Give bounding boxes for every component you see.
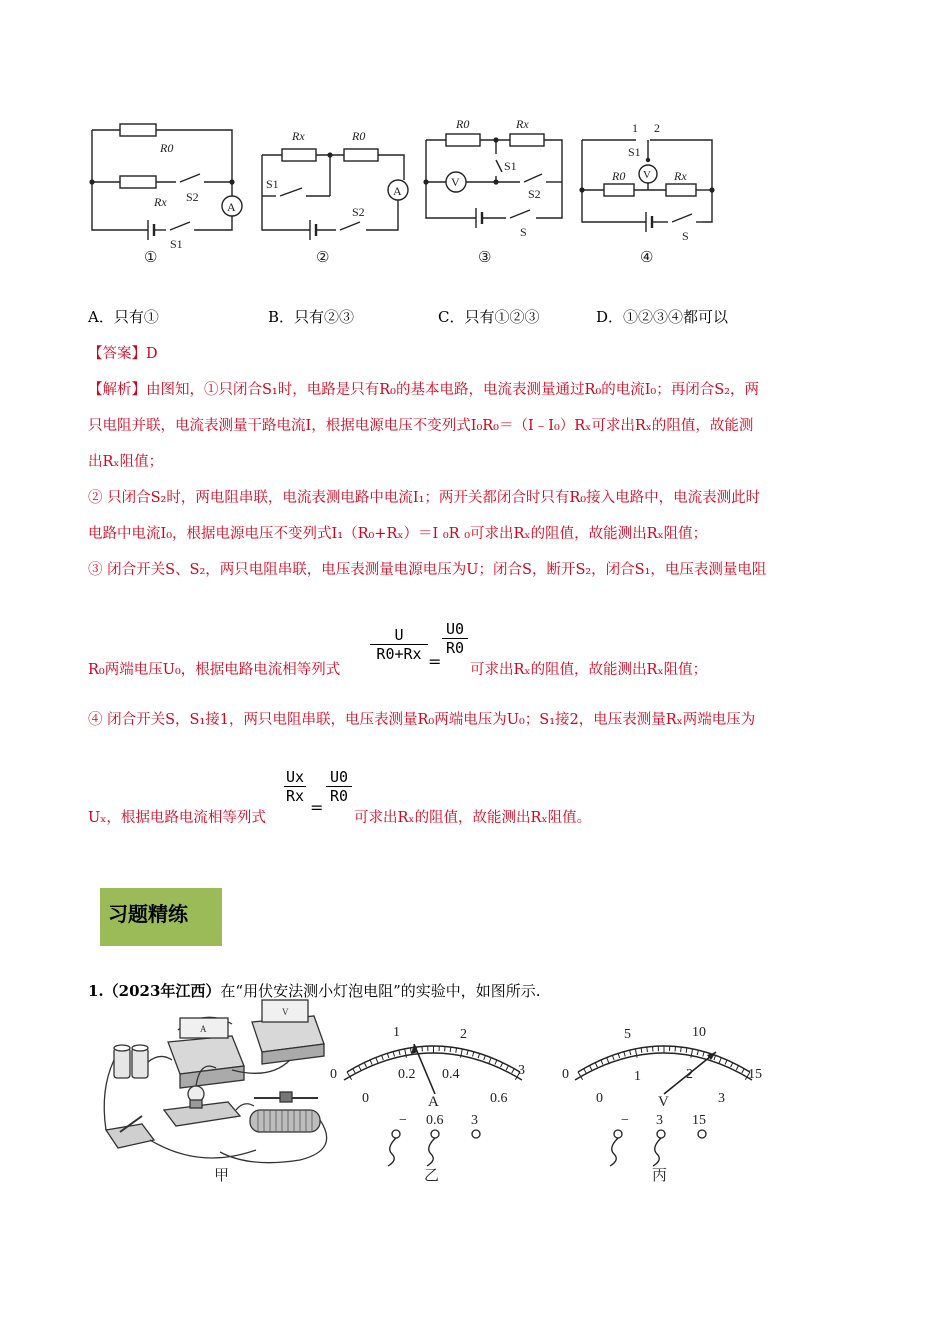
question-1 bbox=[88, 980, 541, 1001]
voltmeter-top-scale-15: 15 bbox=[748, 1067, 762, 1082]
c1-number: ① bbox=[144, 250, 158, 266]
ammeter-top-scale-2: 2 bbox=[460, 1027, 467, 1042]
voltmeter-terminal-3: 3 bbox=[656, 1113, 663, 1128]
c1-r0-label: R0 bbox=[160, 141, 174, 155]
formula-2-right-fraction bbox=[326, 768, 352, 805]
formula-1-denominator-2: R0 bbox=[445, 639, 465, 657]
voltmeter-top-scale-10: 10 bbox=[692, 1025, 706, 1040]
ammeter-terminal-3: 3 bbox=[471, 1113, 478, 1128]
c4-s-label: S bbox=[682, 229, 689, 243]
c1-rx-label: Rx bbox=[154, 195, 167, 209]
ammeter-unit: A bbox=[428, 1094, 439, 1110]
formula-1-numerator-1: U bbox=[394, 626, 404, 644]
ammeter-top-scale-1: 1 bbox=[393, 1025, 400, 1040]
formula-2-equals: = bbox=[310, 798, 324, 817]
circuit-2 bbox=[262, 149, 408, 240]
ammeter-dial bbox=[344, 1044, 522, 1094]
voltmeter-bottom-scale-1: 1 bbox=[634, 1069, 641, 1084]
analysis-line-7-start: R₀两端电压U₀，根据电路电流相等列式 bbox=[88, 662, 341, 678]
analysis-line-4: ② 只闭合S₂时，两电阻串联，电流表测电路中电流I₁；两开关都闭合时只有R₀接入电路中，电流表测此时 bbox=[88, 490, 761, 506]
analysis-line-1 bbox=[88, 378, 759, 399]
c3-r0-label: R0 bbox=[456, 117, 470, 131]
ammeter-bottom-scale-3: 0.6 bbox=[490, 1091, 508, 1106]
voltmeter-dial bbox=[575, 1046, 752, 1094]
apparatus-ammeter-mark: A bbox=[200, 1024, 207, 1034]
c4-s1-label: S1 bbox=[628, 145, 641, 159]
formula-2-numerator-2: U0 bbox=[329, 768, 349, 786]
c2-r0-label: R0 bbox=[352, 129, 366, 143]
analysis-line-7-end: 可求出Rₓ的阻值，故能测出Rₓ阻值； bbox=[470, 662, 708, 678]
ammeter-bottom-scale-2: 0.4 bbox=[442, 1067, 460, 1082]
formula-1-numerator-2: U0 bbox=[445, 620, 465, 638]
ammeter-top-scale-3: 3 bbox=[518, 1063, 525, 1078]
analysis-text-1: 由图知，①只闭合S₁时，电路是只有R₀的基本电路，电流表测量通过R₀的电流I₀；再闭合S₂，两 bbox=[146, 382, 759, 398]
formula-1-left-fraction bbox=[370, 626, 428, 663]
c2-number: ② bbox=[316, 250, 330, 266]
experiment-figure bbox=[0, 1007, 950, 1190]
c4-contact-2-label: 2 bbox=[654, 121, 660, 135]
c1-s2-label: S2 bbox=[186, 190, 199, 204]
formula-2-denominator-2: R0 bbox=[329, 787, 349, 805]
c2-ammeter-symbol: A bbox=[393, 184, 402, 198]
c4-rx-label: Rx bbox=[674, 169, 687, 183]
c4-contact-1-label: 1 bbox=[632, 121, 638, 135]
section-badge bbox=[100, 888, 222, 946]
question-source: （2023年江西） bbox=[103, 982, 221, 1000]
option-a: A．只有① bbox=[88, 308, 159, 326]
question-text: 在“用伏安法测小灯泡电阻”的实验中，如图所示. bbox=[220, 982, 541, 1000]
formula-2-denominator-1: Rx bbox=[285, 787, 305, 805]
figure-label-jia: 甲 bbox=[214, 1168, 230, 1184]
ammeter-top-scale-0: 0 bbox=[330, 1067, 337, 1082]
analysis-line-3: 出Rₓ阻值； bbox=[88, 454, 164, 470]
ammeter-bottom-scale-0: 0 bbox=[362, 1091, 369, 1106]
voltmeter-terminal-neg: − bbox=[621, 1113, 629, 1128]
c3-s2-label: S2 bbox=[528, 187, 541, 201]
figure-label-yi: 乙 bbox=[424, 1168, 440, 1184]
analysis-line-5: 电路中电流I₀，根据电源电压不变列式I₁（R₀+Rₓ）＝I ₀R ₀可求出Rₓ的阻值，故能测出Rₓ阻值； bbox=[88, 526, 708, 542]
c3-s1-label: S1 bbox=[504, 159, 517, 173]
formula-2-left-fraction bbox=[284, 768, 306, 805]
question-number: 1. bbox=[88, 982, 104, 1000]
option-c: C．只有①②③ bbox=[438, 308, 540, 326]
c3-s-label: S bbox=[520, 225, 527, 239]
voltmeter-top-scale-0: 0 bbox=[562, 1067, 569, 1082]
c2-s1-label: S1 bbox=[266, 177, 279, 191]
formula-1-right-fraction bbox=[442, 620, 468, 657]
analysis-line-9-start: Uₓ，根据电路电流相等列式 bbox=[88, 810, 266, 826]
option-d: D．①②③④都可以 bbox=[596, 308, 729, 326]
circuit-4 bbox=[582, 140, 712, 232]
c4-number: ④ bbox=[640, 250, 654, 266]
ammeter-terminal-neg: − bbox=[399, 1113, 407, 1128]
c3-number: ③ bbox=[478, 250, 492, 266]
c4-voltmeter-symbol: V bbox=[643, 169, 651, 181]
voltmeter-unit: V bbox=[658, 1094, 669, 1110]
c4-r0-label: R0 bbox=[612, 169, 626, 183]
c2-s2-label: S2 bbox=[352, 205, 365, 219]
ammeter-bottom-scale-1: 0.2 bbox=[398, 1067, 416, 1082]
analysis-line-6: ③ 闭合开关S、S₂，两只电阻串联，电压表测量电源电压为U；闭合S，断开S₂，闭合S₁，电压表测量电阻 bbox=[88, 562, 767, 578]
option-b: B．只有②③ bbox=[268, 308, 355, 326]
c3-voltmeter-symbol: V bbox=[451, 175, 460, 189]
voltmeter-top-scale-5: 5 bbox=[624, 1027, 631, 1042]
formula-1-denominator-1: R0+Rx bbox=[376, 645, 422, 663]
formula-1-equals: = bbox=[428, 652, 442, 671]
answer-line bbox=[88, 342, 158, 363]
voltmeter-bottom-scale-0: 0 bbox=[596, 1091, 603, 1106]
c1-ammeter-symbol: A bbox=[227, 200, 236, 214]
c3-rx-label: Rx bbox=[516, 117, 529, 131]
c2-rx-label: Rx bbox=[292, 129, 305, 143]
circuit-diagrams bbox=[0, 100, 950, 270]
ammeter-terminal-06: 0.6 bbox=[426, 1113, 444, 1128]
formula-2-numerator-1: Ux bbox=[285, 768, 305, 786]
answer-tag: 【答案】 bbox=[88, 346, 146, 362]
analysis-line-2: 只电阻并联，电流表测量干路电流I，根据电源电压不变列式I₀R₀＝（I﹣I₀）Rₓ可求出Rₓ的阻值，故能测 bbox=[88, 418, 754, 434]
c1-s1-label: S1 bbox=[170, 237, 183, 251]
section-title: 习题精练 bbox=[108, 902, 188, 926]
voltmeter-bottom-scale-3: 3 bbox=[718, 1091, 725, 1106]
voltmeter-terminal-15: 15 bbox=[692, 1113, 706, 1128]
apparatus-voltmeter-mark: V bbox=[282, 1007, 289, 1017]
analysis-tag: 【解析】 bbox=[88, 382, 146, 398]
voltmeter-bottom-scale-2: 2 bbox=[686, 1067, 693, 1082]
figure-label-bing: 丙 bbox=[652, 1168, 668, 1184]
apparatus-sketch bbox=[104, 1000, 326, 1163]
analysis-line-8: ④ 闭合开关S，S₁接1，两只电阻串联，电压表测量R₀两端电压为U₀；S₁接2，电压表测量Rₓ两端电压为 bbox=[88, 712, 756, 728]
analysis-line-9-end: 可求出Rₓ的阻值，故能测出Rₓ阻值。 bbox=[354, 810, 592, 826]
answer-value: D bbox=[146, 346, 158, 362]
